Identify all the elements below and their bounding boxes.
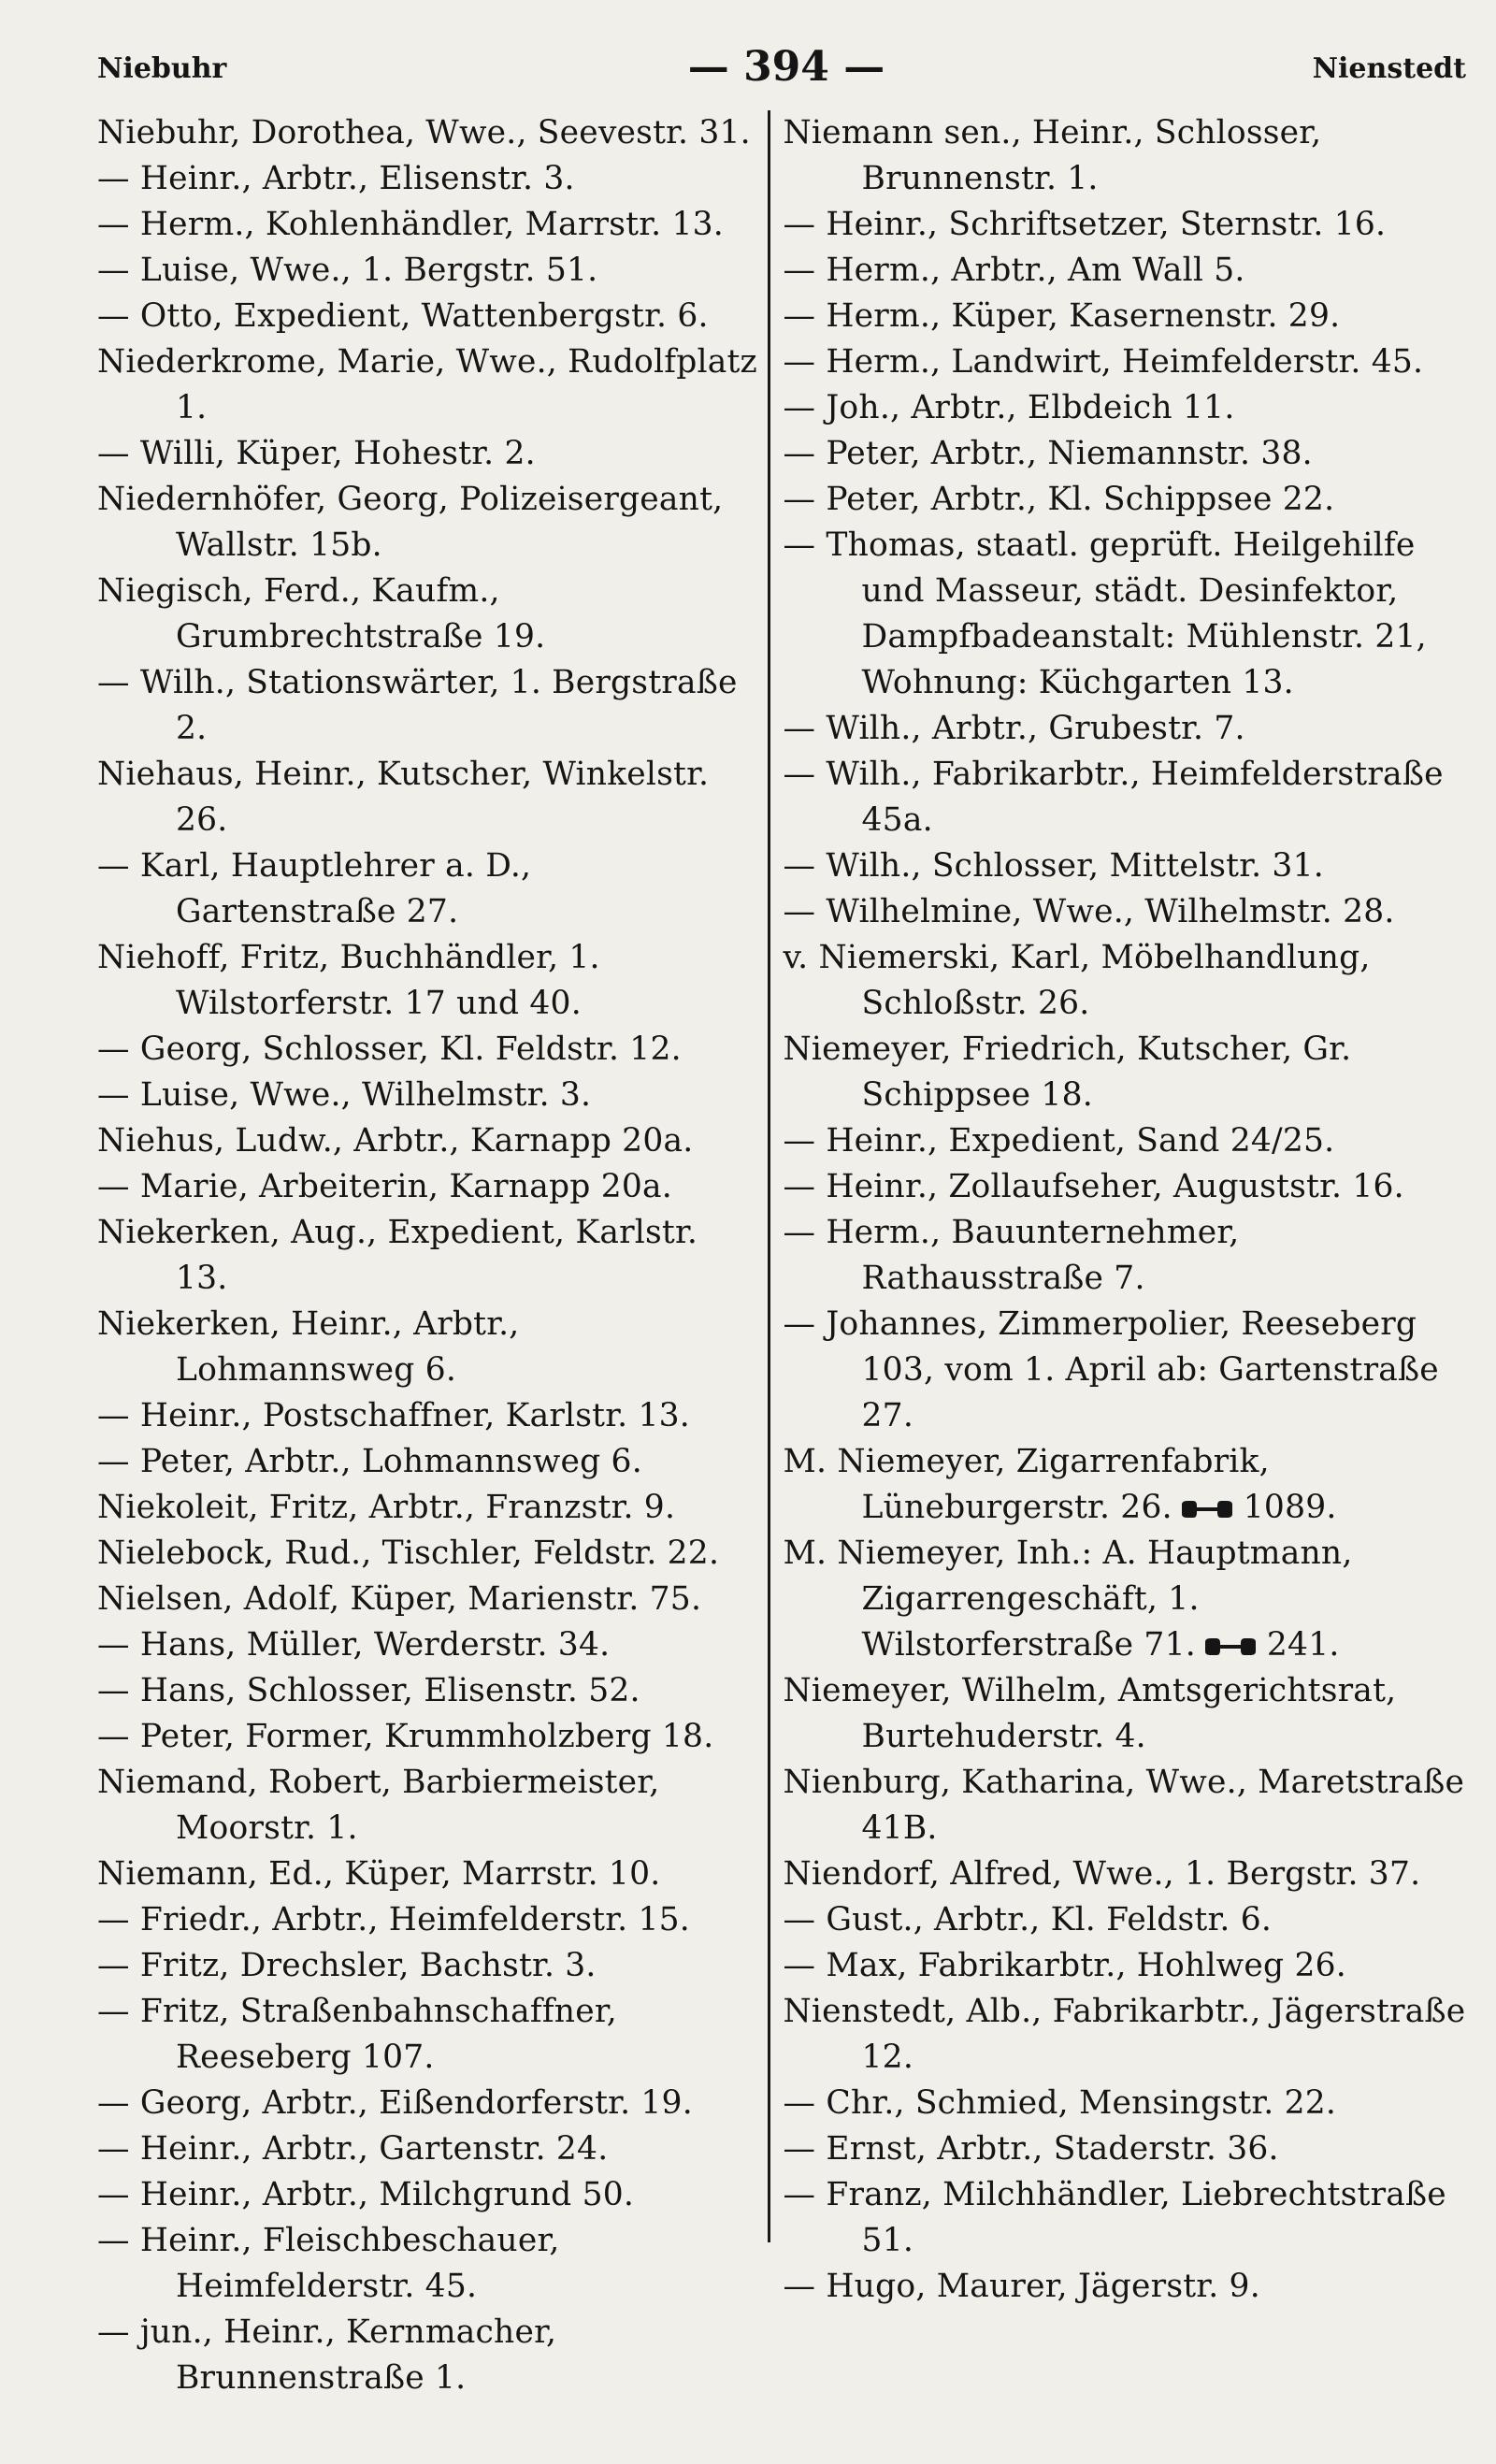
directory-entry — [784, 1439, 1475, 1531]
directory-entry: — Friedr., Arbtr., Heimfelderstr. 15. — [97, 1901, 690, 1938]
directory-entry: — Heinr., Postschaffner, Karlstr. 13. — [97, 1397, 690, 1434]
directory-entry: Niemann, Ed., Küper, Marrstr. 10. — [97, 1855, 661, 1893]
directory-entry: Niekerken, Heinr., Arbtr., Lohmannsweg 6. — [97, 1305, 520, 1389]
directory-entry: — Hans, Schlosser, Elisenstr. 52. — [97, 1672, 640, 1709]
telephone-receiver-icon — [1180, 1499, 1234, 1520]
directory-entry: — Wilh., Stationswärter, 1. Bergstraße 2. — [97, 664, 738, 747]
directory-entry — [784, 2172, 1475, 2264]
entry-text: — Johannes, Zimmerpolier, Reeseberg 103, vom 1. April ab: Gartenstraße 27. — [783, 1305, 1439, 1434]
entry-text: — Franz, Milchhändler, Liebrechtstraße 51. — [783, 2176, 1446, 2259]
entry-text: — Wilh., Arbtr., Grubestr. 7. — [783, 710, 1245, 747]
directory-entry: — Heinr., Fleischbeschauer, Heimfelderstr. 45. — [97, 2222, 560, 2305]
entry-text: v. Niemerski, Karl, Möbelhandlung, Schloßstr. 26. — [783, 939, 1371, 1022]
directory-entry: — Fritz, Straßenbahnschaffner, Reeseberg 107. — [97, 1993, 617, 2076]
directory-entry — [784, 431, 1475, 477]
directory-entry — [784, 1302, 1475, 1439]
directory-entry: — Heinr., Arbtr., Gartenstr. 24. — [97, 2130, 609, 2168]
directory-entry — [784, 523, 1475, 706]
directory-entry: Niebuhr, Dorothea, Wwe., Seevestr. 31. — [97, 114, 751, 151]
directory-entry: Niegisch, Ferd., Kaufm., Grumbrechtstraße 19. — [97, 572, 546, 656]
entry-text: — Thomas, staatl. geprüft. Heilgehilfe und Masseur, städt. Desinfektor, Dampfbadeanstalt: Mühlenstr. 21, Wohnung: Küchgarten 13. — [783, 526, 1427, 701]
directory-entry — [784, 752, 1475, 843]
two-column-body — [97, 110, 1475, 2401]
entry-text: Niemann sen., Heinr., Schlosser, Brunnenstr. 1. — [783, 114, 1322, 197]
page-header — [97, 28, 1475, 110]
entry-text: M. Niemeyer, Inh.: A. Hauptmann, Zigarrengeschäft, 1. Wilstorferstraße 71. — [783, 1535, 1353, 1664]
directory-entry: — Peter, Arbtr., Lohmannsweg 6. — [97, 1443, 642, 1480]
directory-entry — [784, 1027, 1475, 1118]
entry-text: — Hugo, Maurer, Jägerstr. 9. — [783, 2268, 1260, 2305]
running-head-left: Niebuhr — [97, 52, 227, 85]
entry-text: Nienstedt, Alb., Fabrikarbtr., Jägerstraße 12. — [783, 1993, 1466, 2076]
entry-text: — Herm., Bauunternehmer, Rathausstraße 7. — [783, 1214, 1240, 1297]
directory-entry — [784, 889, 1475, 935]
running-head-right: Nienstedt — [1312, 52, 1466, 85]
entry-text: — Max, Fabrikarbtr., Hohlweg 26. — [783, 1947, 1346, 1984]
directory-entry: — jun., Heinr., Kernmacher, Brunnenstraße 1. — [97, 2313, 557, 2397]
entry-text: — Heinr., Expedient, Sand 24/25. — [783, 1122, 1335, 1160]
page-number: — 394 — — [687, 43, 885, 91]
entry-text: — Chr., Schmied, Mensingstr. 22. — [783, 2084, 1337, 2122]
entry-text: — Herm., Küper, Kasernenstr. 29. — [783, 297, 1341, 335]
telephone-receiver-icon — [1203, 1636, 1258, 1657]
directory-entry — [784, 935, 1475, 1027]
directory-entry — [784, 248, 1475, 294]
directory-entry: Niemand, Robert, Barbiermeister, Moorstr. 1. — [97, 1764, 660, 1847]
directory-entry: — Luise, Wwe., Wilhelmstr. 3. — [97, 1076, 592, 1114]
entry-text: — Herm., Arbtr., Am Wall 5. — [783, 252, 1245, 289]
directory-entry — [784, 202, 1475, 248]
directory-entry — [784, 843, 1475, 889]
directory-entry: Niehus, Ludw., Arbtr., Karnapp 20a. — [97, 1122, 694, 1160]
entry-text: — Wilh., Fabrikarbtr., Heimfelderstraße 45a. — [783, 756, 1444, 839]
directory-entry — [784, 1989, 1475, 2081]
directory-entry: — Georg, Schlosser, Kl. Feldstr. 12. — [97, 1030, 682, 1068]
entry-text: — Ernst, Arbtr., Staderstr. 36. — [783, 2130, 1279, 2168]
directory-entry: — Heinr., Arbtr., Elisenstr. 3. — [97, 160, 575, 197]
directory-entry — [784, 339, 1475, 385]
directory-entry: — Otto, Expedient, Wattenbergstr. 6. — [97, 297, 709, 335]
directory-entry — [784, 1852, 1475, 1897]
directory-entry — [784, 1531, 1475, 1668]
left-column — [97, 110, 768, 2401]
directory-entry — [784, 2264, 1475, 2310]
entry-text: — Peter, Arbtr., Niemannstr. 38. — [783, 435, 1313, 472]
phone-number: 1089. — [1243, 1489, 1337, 1526]
directory-entry: — Fritz, Drechsler, Bachstr. 3. — [97, 1947, 597, 1984]
directory-entry — [784, 1943, 1475, 1989]
directory-entry: — Willi, Küper, Hohestr. 2. — [97, 435, 536, 472]
entry-text: — Heinr., Schriftsetzer, Sternstr. 16. — [783, 206, 1387, 243]
entry-text: Nienburg, Katharina, Wwe., Maretstraße 41B. — [783, 1764, 1465, 1847]
directory-entry: — Peter, Former, Krummholzberg 18. — [97, 1718, 714, 1755]
directory-entry — [784, 477, 1475, 523]
directory-entry — [784, 385, 1475, 431]
entry-text: — Peter, Arbtr., Kl. Schippsee 22. — [783, 481, 1335, 518]
directory-entry: — Luise, Wwe., 1. Bergstr. 51. — [97, 252, 598, 289]
directory-entry — [784, 1164, 1475, 1210]
directory-entry — [784, 1210, 1475, 1302]
directory-entry: Niekoleit, Fritz, Arbtr., Franzstr. 9. — [97, 1489, 676, 1526]
directory-entry — [784, 110, 1475, 202]
directory-entry — [784, 2081, 1475, 2126]
directory-entry: — Georg, Arbtr., Eißendorferstr. 19. — [97, 2084, 693, 2122]
directory-entry: Nielsen, Adolf, Küper, Marienstr. 75. — [97, 1580, 702, 1618]
directory-entry — [784, 706, 1475, 752]
directory-entry: — Hans, Müller, Werderstr. 34. — [97, 1626, 611, 1664]
directory-entry — [784, 1760, 1475, 1852]
entry-text: — Herm., Landwirt, Heimfelderstr. 45. — [783, 343, 1424, 381]
phone-number: 241. — [1266, 1626, 1340, 1664]
directory-entry: Nielebock, Rud., Tischler, Feldstr. 22. — [97, 1535, 720, 1572]
directory-entry: — Heinr., Arbtr., Milchgrund 50. — [97, 2176, 635, 2213]
entry-text: Niemeyer, Wilhelm, Amtsgerichtsrat, Burtehuderstr. 4. — [783, 1672, 1397, 1755]
entry-text: Niemeyer, Friedrich, Kutscher, Gr. Schippsee 18. — [783, 1030, 1352, 1114]
directory-entry: — Herm., Kohlenhändler, Marrstr. 13. — [97, 206, 724, 243]
directory-entry: Niederkrome, Marie, Wwe., Rudolfplatz 1. — [97, 343, 757, 426]
entry-text: Niendorf, Alfred, Wwe., 1. Bergstr. 37. — [783, 1855, 1421, 1893]
entry-text: — Wilhelmine, Wwe., Wilhelmstr. 28. — [783, 893, 1395, 930]
right-column — [770, 110, 1475, 2310]
directory-entry — [784, 1668, 1475, 1760]
directory-entry — [784, 2126, 1475, 2172]
entry-text: — Joh., Arbtr., Elbdeich 11. — [783, 389, 1235, 426]
entry-text: — Gust., Arbtr., Kl. Feldstr. 6. — [783, 1901, 1273, 1938]
entry-text: — Wilh., Schlosser, Mittelstr. 31. — [783, 847, 1324, 885]
directory-entry: Niehoff, Fritz, Buchhändler, 1. Wilstorferstr. 17 und 40. — [97, 939, 600, 1022]
directory-entry — [784, 294, 1475, 339]
directory-entry — [784, 1897, 1475, 1943]
entry-text: — Heinr., Zollaufseher, Auguststr. 16. — [783, 1168, 1404, 1205]
directory-entry: — Marie, Arbeiterin, Karnapp 20a. — [97, 1168, 672, 1205]
directory-entry: — Karl, Hauptlehrer a. D., Gartenstraße 27. — [97, 847, 532, 930]
directory-entry: Niehaus, Heinr., Kutscher, Winkelstr. 26. — [97, 756, 710, 839]
directory-entry: Niekerken, Aug., Expedient, Karlstr. 13. — [97, 1214, 698, 1297]
entry-text: M. Niemeyer, Zigarrenfabrik, Lüneburgerstr. 26. — [783, 1443, 1270, 1526]
directory-entry — [784, 1118, 1475, 1164]
directory-entry: Niedernhöfer, Georg, Polizeisergeant, Wallstr. 15b. — [97, 481, 724, 564]
